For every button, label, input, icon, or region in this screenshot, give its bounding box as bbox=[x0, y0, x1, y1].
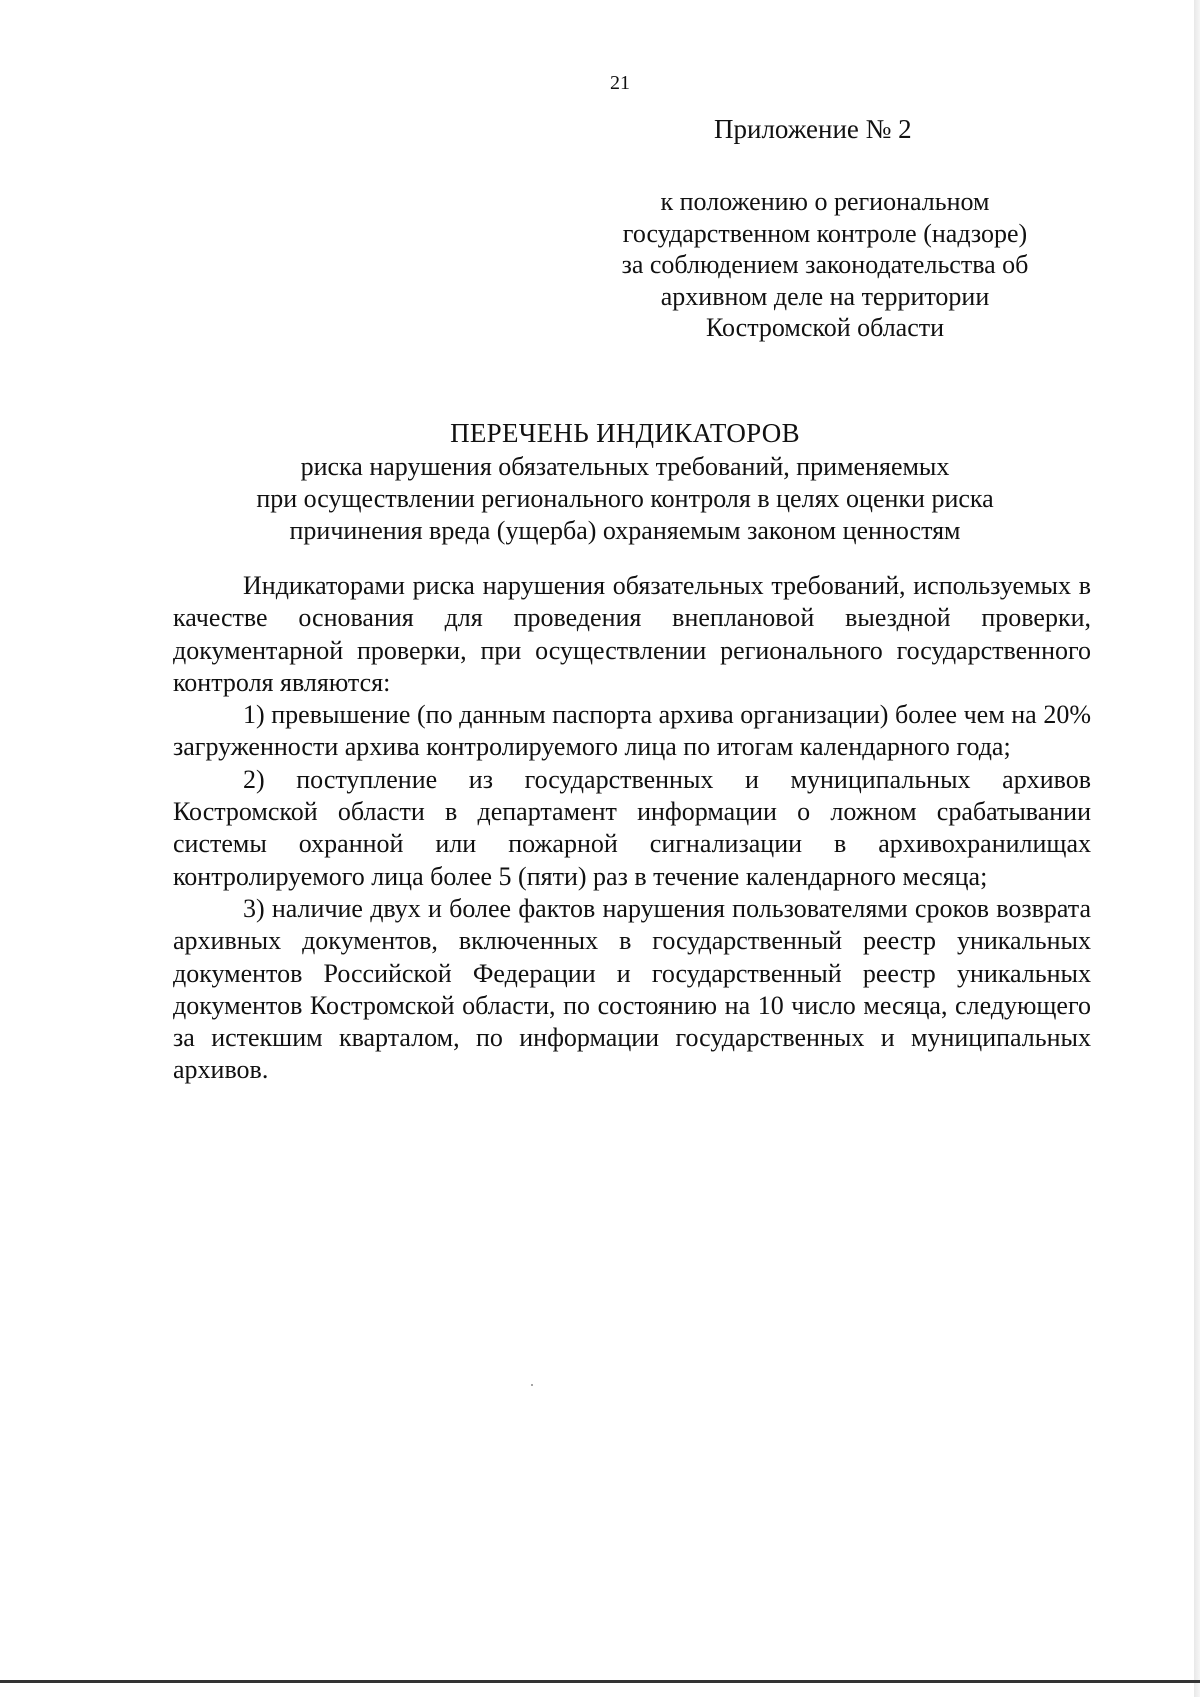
document-subtitle bbox=[170, 451, 1080, 547]
list-item: 3) наличие двух и более фактов нарушения пользователями сроков возврата архивных документов, включенных в государственный реестр уникальных документов Российской Федерации и государственный реестр уникальных документов Костромской области, по состоянию на 10 число месяца, следующего за истекшим кварталом, по информации государственных и муниципальных архивов. bbox=[173, 893, 1091, 1085]
scan-edge-bottom bbox=[0, 1680, 1200, 1683]
document-subtitle-line: риска нарушения обязательных требований, применяемых bbox=[300, 452, 950, 481]
appendix-reference bbox=[560, 186, 1090, 344]
intro-paragraph: Индикаторами риска нарушения обязательных требований, используемых в качестве основания для проведения внеплановой выездной проверки, документарной проверки, при осуществлении регионального государственного контроля являются: bbox=[173, 571, 1091, 697]
page-number: 21 bbox=[610, 72, 630, 94]
list-item: 2) поступление из государственных и муниципальных архивов Костромской области в департамент информации о ложном срабатывании системы охранной или пожарной сигнализации в архивохранилищах контролируемого лица более 5 (пяти) раз в течение календарного месяца; bbox=[173, 764, 1091, 891]
list-item: 1) превышение (по данным паспорта архива организации) более чем на 20% загруженности архива контролируемого лица по итогам календарного года; bbox=[173, 700, 1091, 762]
appendix-reference-line: к положению о региональном bbox=[660, 187, 990, 216]
appendix-reference-line: Костромской области bbox=[705, 313, 945, 342]
document-subtitle-line: причинения вреда (ущерба) охраняемым законом ценностям bbox=[289, 516, 961, 545]
document-subtitle-line: при осуществлении регионального контроля в целях оценки риска bbox=[256, 484, 994, 513]
document-body bbox=[173, 570, 1091, 1087]
document-title: ПЕРЕЧЕНЬ ИНДИКАТОРОВ bbox=[450, 418, 800, 448]
scan-speck bbox=[531, 1384, 533, 1386]
appendix-title: Приложение № 2 bbox=[714, 114, 912, 144]
appendix-reference-line: за соблюдением законодательства об bbox=[621, 250, 1029, 279]
scan-edge-right bbox=[1194, 0, 1200, 1697]
appendix-reference-line: архивном деле на территории bbox=[660, 281, 990, 311]
appendix-reference-line: государственном контроле (надзоре) bbox=[622, 218, 1028, 248]
